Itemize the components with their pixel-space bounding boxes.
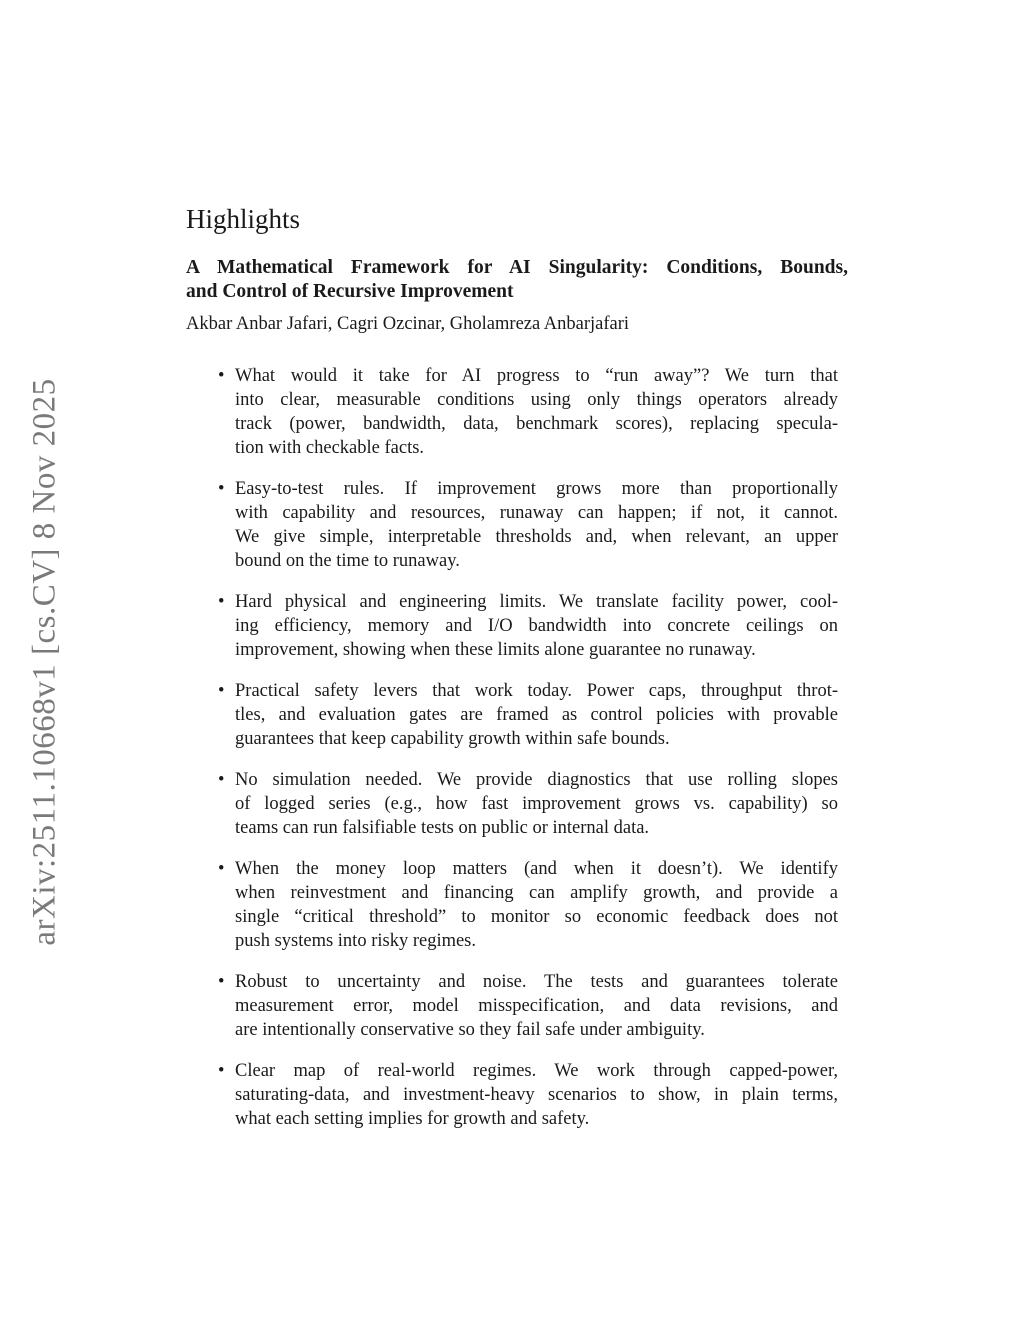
bullet-icon: • — [218, 1061, 225, 1081]
highlight-line: ing efficiency, memory and I/O bandwidth into concrete ceilings on — [235, 616, 838, 636]
title-line: A Mathematical Framework for AI Singularity: Conditions, Bounds, — [186, 257, 848, 278]
highlight-line: improvement, showing when these limits alone guarantee no runaway. — [235, 640, 756, 660]
highlight-item — [218, 857, 838, 953]
page-heading: Highlights — [186, 204, 301, 234]
highlight-line: what each setting implies for growth and safety. — [235, 1109, 590, 1129]
highlight-line: track (power, bandwidth, data, benchmark scores), replacing specula- — [235, 414, 838, 434]
bullet-icon: • — [218, 592, 225, 612]
highlight-line: teams can run falsifiable tests on public or internal data. — [235, 818, 650, 838]
bullet-icon: • — [218, 770, 225, 790]
highlight-line: are intentionally conservative so they fail safe under ambiguity. — [235, 1020, 705, 1040]
highlight-item — [218, 590, 838, 662]
bullet-icon: • — [218, 479, 225, 499]
highlight-item — [218, 970, 838, 1042]
bullet-icon: • — [218, 681, 225, 701]
highlights-list — [218, 364, 838, 1148]
paper-title — [186, 256, 848, 304]
highlight-item — [218, 679, 838, 751]
highlight-line: into clear, measurable conditions using only things operators already — [235, 390, 838, 410]
highlight-line: No simulation needed. We provide diagnostics that use rolling slopes — [235, 770, 838, 790]
highlight-line: guarantees that keep capability growth within safe bounds. — [235, 729, 670, 749]
highlight-line: What would it take for AI progress to “run away”? We turn that — [235, 366, 838, 386]
highlight-line: Robust to uncertainty and noise. The tests and guarantees tolerate — [235, 972, 838, 992]
highlight-line: Clear map of real-world regimes. We work through capped-power, — [235, 1061, 838, 1081]
bullet-icon: • — [218, 366, 225, 386]
highlight-line: of logged series (e.g., how fast improvement grows vs. capability) so — [235, 794, 838, 814]
arxiv-identifier: arXiv:2511.10668v1 [cs.CV] 8 Nov 2025 — [26, 378, 63, 946]
highlight-line: We give simple, interpretable thresholds and, when relevant, an upper — [235, 527, 838, 547]
bullet-icon: • — [218, 972, 225, 992]
highlight-item — [218, 364, 838, 460]
bullet-icon: • — [218, 859, 225, 879]
title-line: and Control of Recursive Improvement — [186, 281, 514, 302]
highlight-line: Hard physical and engineering limits. We translate facility power, cool- — [235, 592, 838, 612]
highlight-line: When the money loop matters (and when it doesn’t). We identify — [235, 859, 838, 879]
highlight-line: when reinvestment and financing can amplify growth, and provide a — [235, 883, 838, 903]
highlight-item — [218, 477, 838, 573]
highlight-line: measurement error, model misspecification, and data revisions, and — [235, 996, 838, 1016]
highlight-line: tles, and evaluation gates are framed as control policies with provable — [235, 705, 838, 725]
highlight-line: push systems into risky regimes. — [235, 931, 477, 951]
highlight-line: single “critical threshold” to monitor so economic feedback does not — [235, 907, 838, 927]
highlight-line: bound on the time to runaway. — [235, 551, 460, 571]
highlight-line: saturating-data, and investment-heavy scenarios to show, in plain terms, — [235, 1085, 838, 1105]
highlight-item — [218, 768, 838, 840]
highlight-line: Easy-to-test rules. If improvement grows more than proportionally — [235, 479, 838, 499]
highlight-item — [218, 1059, 838, 1131]
author-list: Akbar Anbar Jafari, Cagri Ozcinar, Gholamreza Anbarjafari — [186, 314, 630, 334]
highlight-line: with capability and resources, runaway can happen; if not, it cannot. — [235, 503, 838, 523]
highlight-line: Practical safety levers that work today. Power caps, throughput throt- — [235, 681, 838, 701]
highlight-line: tion with checkable facts. — [235, 438, 425, 458]
